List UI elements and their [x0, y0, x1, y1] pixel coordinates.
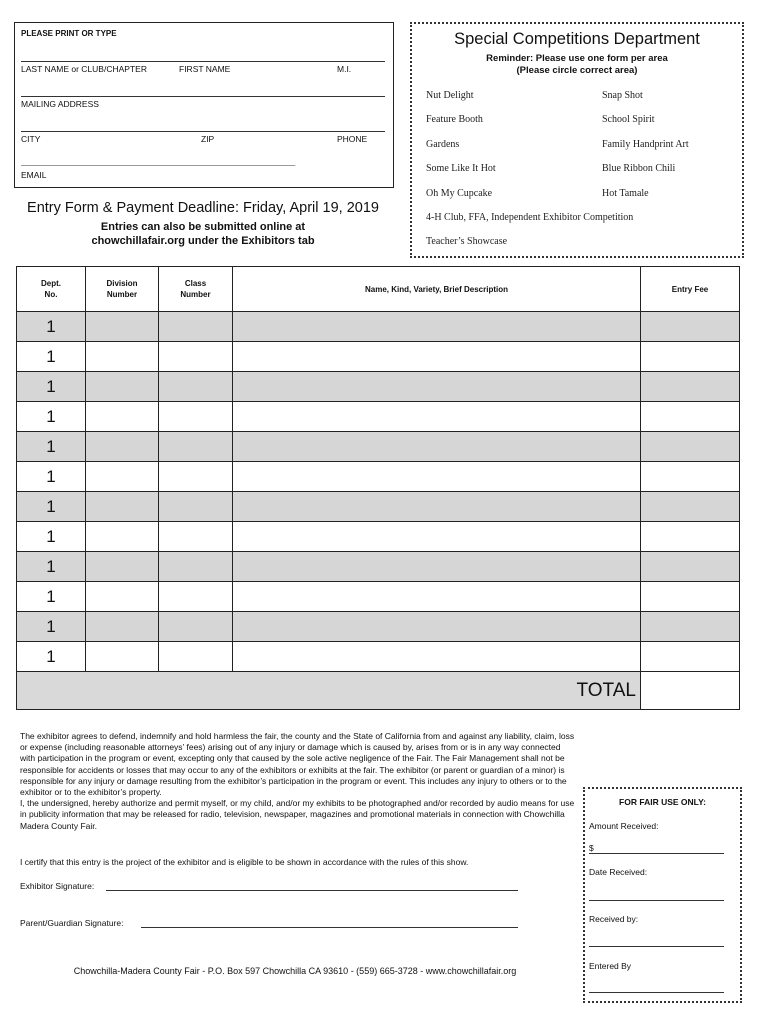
description-cell[interactable]	[233, 642, 641, 672]
dept-no-cell: 1	[17, 372, 86, 402]
online-line-1: Entries can also be submitted online at	[100, 221, 306, 233]
division-number-cell[interactable]	[86, 492, 159, 522]
city-label: CITY	[21, 134, 41, 144]
table-row	[17, 522, 740, 552]
division-number-cell[interactable]	[86, 372, 159, 402]
class-number-cell[interactable]	[159, 492, 233, 522]
entry-fee-cell[interactable]	[641, 372, 740, 402]
dept-no-cell: 1	[17, 612, 86, 642]
footer-contact: Chowchilla-Madera County Fair - P.O. Box 597 Chowchilla CA 93610 - (559) 665-3728 - www.chowchillafair.org	[73, 966, 517, 976]
class-number-cell[interactable]	[159, 642, 233, 672]
table-row	[17, 312, 740, 342]
class-number-cell[interactable]	[159, 552, 233, 582]
comp-feature-booth[interactable]: Feature Booth	[426, 114, 483, 125]
table-row	[17, 432, 740, 462]
description-cell[interactable]	[233, 462, 641, 492]
address-line[interactable]	[21, 96, 385, 97]
table-row	[17, 582, 740, 612]
contact-info-box	[14, 22, 394, 188]
dept-no-cell: 1	[17, 462, 86, 492]
reminder-line-1: Reminder: Please use one form per area	[486, 53, 668, 64]
division-number-cell[interactable]	[86, 522, 159, 552]
class-number-cell[interactable]	[159, 462, 233, 492]
comp-4h-ffa[interactable]: 4-H Club, FFA, Independent Exhibitor Competition	[426, 212, 634, 223]
entry-fee-cell[interactable]	[641, 462, 740, 492]
special-competitions-title: Special Competitions Department	[454, 30, 700, 48]
description-cell[interactable]	[233, 372, 641, 402]
date-received-label: Date Received:	[589, 867, 648, 877]
division-number-cell[interactable]	[86, 612, 159, 642]
entry-fee-cell[interactable]	[641, 552, 740, 582]
last-name-label: LAST NAME or CLUB/CHAPTER	[21, 64, 147, 74]
entry-fee-cell[interactable]	[641, 582, 740, 612]
entry-fee-cell[interactable]	[641, 432, 740, 462]
received-by-label: Received by:	[589, 914, 639, 924]
class-number-cell[interactable]	[159, 372, 233, 402]
dept-no-cell: 1	[17, 582, 86, 612]
phone-label: PHONE	[337, 134, 368, 144]
zip-label: ZIP	[201, 134, 215, 144]
description-cell[interactable]	[233, 402, 641, 432]
special-competitions-box	[410, 22, 744, 258]
col-description-header: Name, Kind, Variety, Brief Description	[233, 267, 641, 312]
table-row	[17, 342, 740, 372]
table-row	[17, 462, 740, 492]
name-line[interactable]	[21, 61, 385, 62]
comp-school-spirit[interactable]: School Spirit	[602, 114, 655, 125]
reminder-line-2: (Please circle correct area)	[516, 65, 638, 76]
division-number-cell[interactable]	[86, 432, 159, 462]
class-number-cell[interactable]	[159, 342, 233, 372]
table-row	[17, 642, 740, 672]
division-number-cell[interactable]	[86, 312, 159, 342]
division-number-cell[interactable]	[86, 402, 159, 432]
entry-fee-cell[interactable]	[641, 312, 740, 342]
col-entry-fee-header: Entry Fee	[641, 267, 740, 312]
description-cell[interactable]	[233, 552, 641, 582]
division-number-cell[interactable]	[86, 582, 159, 612]
date-line[interactable]	[589, 900, 724, 901]
table-row	[17, 372, 740, 402]
print-instruction: PLEASE PRINT OR TYPE	[21, 29, 117, 38]
class-number-cell[interactable]	[159, 432, 233, 462]
entered-by-label: Entered By	[589, 961, 632, 971]
comp-some-like-it-hot[interactable]: Some Like It Hot	[426, 163, 496, 174]
description-cell[interactable]	[233, 522, 641, 552]
parent-signature-line[interactable]	[141, 927, 518, 928]
dollar-sign: $	[589, 843, 594, 853]
comp-blue-ribbon-chili[interactable]: Blue Ribbon Chili	[602, 163, 676, 174]
entry-fee-cell[interactable]	[641, 642, 740, 672]
class-number-cell[interactable]	[159, 312, 233, 342]
description-cell[interactable]	[233, 342, 641, 372]
disclaimer	[20, 731, 575, 832]
comp-gardens[interactable]: Gardens	[426, 139, 460, 150]
dept-no-cell: 1	[17, 552, 86, 582]
entry-table	[16, 266, 740, 710]
email-label: EMAIL	[21, 170, 47, 180]
entered-by-line[interactable]	[589, 992, 724, 993]
email-line[interactable]: __________________________________________________________	[21, 156, 296, 166]
online-line-2: chowchillafair.org under the Exhibitors tab	[91, 235, 315, 247]
class-number-cell[interactable]	[159, 612, 233, 642]
description-cell[interactable]	[233, 432, 641, 462]
table-row	[17, 552, 740, 582]
table-header-row	[17, 267, 740, 312]
online-submission-note	[14, 220, 392, 248]
entry-fee-cell[interactable]	[641, 402, 740, 432]
comp-teachers-showcase[interactable]: Teacher’s Showcase	[426, 236, 508, 247]
mi-label: M.I.	[337, 64, 352, 74]
division-number-cell[interactable]	[86, 642, 159, 672]
total-fee-cell[interactable]	[641, 672, 740, 710]
col-division-header: Division Number	[86, 267, 159, 312]
mailing-address-label: MAILING ADDRESS	[21, 99, 99, 109]
exhibitor-signature-line[interactable]	[106, 890, 518, 891]
entry-fee-cell[interactable]	[641, 612, 740, 642]
comp-snap-shot[interactable]: Snap Shot	[602, 90, 643, 101]
dept-no-cell: 1	[17, 342, 86, 372]
comp-hot-tamale[interactable]: Hot Tamale	[602, 188, 649, 199]
table-row	[17, 492, 740, 522]
entry-fee-cell[interactable]	[641, 342, 740, 372]
description-cell[interactable]	[233, 492, 641, 522]
reminder-text	[412, 53, 742, 77]
description-cell[interactable]	[233, 582, 641, 612]
class-number-cell[interactable]	[159, 402, 233, 432]
dept-no-cell: 1	[17, 492, 86, 522]
col-dept-header: Dept. No.	[17, 267, 86, 312]
table-row	[17, 402, 740, 432]
entry-fee-cell[interactable]	[641, 522, 740, 552]
comp-oh-my-cupcake[interactable]: Oh My Cupcake	[426, 188, 493, 199]
description-cell[interactable]	[233, 612, 641, 642]
amount-received-label: Amount Received:	[589, 821, 659, 831]
col-class-header: Class Number	[159, 267, 233, 312]
total-label: TOTAL	[17, 672, 641, 710]
division-number-cell[interactable]	[86, 342, 159, 372]
photo-consent-text: I, the undersigned, hereby authorize and permit myself, or my child, and/or my exhibits to be photographed and/or recorded by audio means for use in publicity information that may be released for radio, television, newspaper, magazines and promotional materials in connection with Chowchilla Madera County Fair.	[20, 798, 575, 831]
fair-use-box	[583, 787, 742, 1003]
total-row	[17, 672, 740, 710]
dept-no-cell: 1	[17, 642, 86, 672]
first-name-label: FIRST NAME	[179, 64, 231, 74]
division-number-cell[interactable]	[86, 552, 159, 582]
dept-no-cell: 1	[17, 312, 86, 342]
table-row	[17, 612, 740, 642]
class-number-cell[interactable]	[159, 522, 233, 552]
exhibitor-signature-label: Exhibitor Signature:	[20, 881, 95, 891]
dept-no-cell: 1	[17, 522, 86, 552]
city-line[interactable]	[21, 131, 385, 132]
certify-text: I certify that this entry is the project of the exhibitor and is eligible to be shown in accordance with the rules of this show.	[20, 857, 469, 867]
comp-nut-delight[interactable]: Nut Delight	[426, 90, 474, 101]
received-by-line[interactable]	[589, 946, 724, 947]
dept-no-cell: 1	[17, 432, 86, 462]
entry-fee-cell[interactable]	[641, 492, 740, 522]
description-cell[interactable]	[233, 312, 641, 342]
dept-no-cell: 1	[17, 402, 86, 432]
liability-text: The exhibitor agrees to defend, indemnify and hold harmless the fair, the county and the State of California from and against any liability, claim, loss or expense (including reasonable attorneys’ fees) arising out of any injury or damage which is caused by, arises from or is in any way connected with participation in the program or event, excepting only that caused by the sole active negligence of the Fair. The Fair Management shall not be responsible for accidents or losses that may occur to any of the exhibitors or exhibits at the fair. The exhibitor (or parent or guardian of a minor) is responsible for any injury or damage resulting from the exhibitor’s participation in the program or event. This includes any injury to others or to the exhibitor or to the exhibitor’s property.	[20, 731, 575, 798]
comp-family-handprint[interactable]: Family Handprint Art	[602, 139, 689, 150]
parent-signature-label: Parent/Guardian Signature:	[20, 918, 124, 928]
class-number-cell[interactable]	[159, 582, 233, 612]
division-number-cell[interactable]	[86, 462, 159, 492]
deadline-title: Entry Form & Payment Deadline: Friday, April 19, 2019	[27, 200, 379, 216]
fair-use-title: FOR FAIR USE ONLY:	[619, 797, 706, 807]
amount-line[interactable]	[589, 853, 724, 854]
